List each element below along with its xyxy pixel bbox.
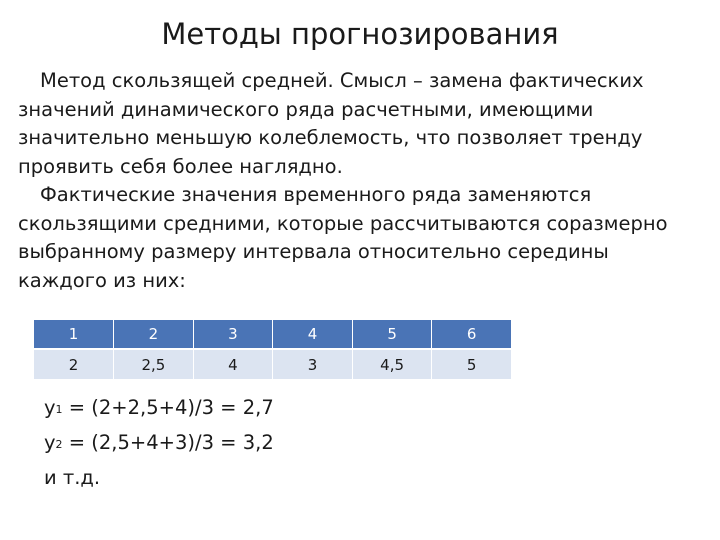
paragraph1-line: проявить себя более наглядно. <box>18 154 343 178</box>
paragraph-actual-values <box>18 181 708 295</box>
paragraph-moving-average <box>18 67 708 181</box>
paragraph2-line: каждого из них: <box>18 268 186 292</box>
table-row <box>34 349 512 379</box>
table-cell: 5 <box>432 349 512 379</box>
slide-title: Методы прогнозирования <box>161 17 559 51</box>
table-cell: 4 <box>193 349 273 379</box>
formula-subscript: 2 <box>55 438 63 451</box>
table-cell: 2,5 <box>114 349 194 379</box>
table-cell: 2 <box>34 349 114 379</box>
formula-block <box>44 392 274 494</box>
paragraph2-line: Фактические значения временного ряда заменяются <box>40 183 592 206</box>
paragraph1-line: значений динамического ряда расчетными, имеющими <box>18 97 594 121</box>
paragraph2-line: скользящими средними, которые рассчитываются соразмерно <box>18 211 668 235</box>
formula-line <box>44 392 274 427</box>
table-cell: 3 <box>273 349 353 379</box>
table-header-cell: 3 <box>193 320 273 349</box>
formula-variable: y <box>44 431 56 454</box>
paragraph2-line: выбранному размеру интервала относительно середины <box>18 240 609 263</box>
paragraph1-line: Метод скользящей средней. Смысл – замена фактических <box>40 69 644 92</box>
table-header-row <box>34 320 512 349</box>
table-cell: 4,5 <box>352 349 432 379</box>
table-header-cell: 1 <box>34 320 114 349</box>
table-header-cell: 5 <box>352 320 432 349</box>
formula-expression: = (2+2,5+4)/3 = 2,7 <box>62 396 274 419</box>
formula-variable: y <box>44 396 56 419</box>
series-table <box>34 320 512 379</box>
formula-expression: = (2,5+4+3)/3 = 3,2 <box>62 431 274 454</box>
slide-body <box>18 67 708 295</box>
table-header-cell: 6 <box>432 320 512 349</box>
formula-line <box>44 427 274 462</box>
formula-subscript: 1 <box>55 403 63 416</box>
paragraph1-line: значительно меньшую колеблемость, что позволяет тренду <box>18 126 643 149</box>
table-header-cell: 2 <box>114 320 194 349</box>
closing-text: и т.д. <box>44 466 101 489</box>
table-header-cell: 4 <box>273 320 353 349</box>
